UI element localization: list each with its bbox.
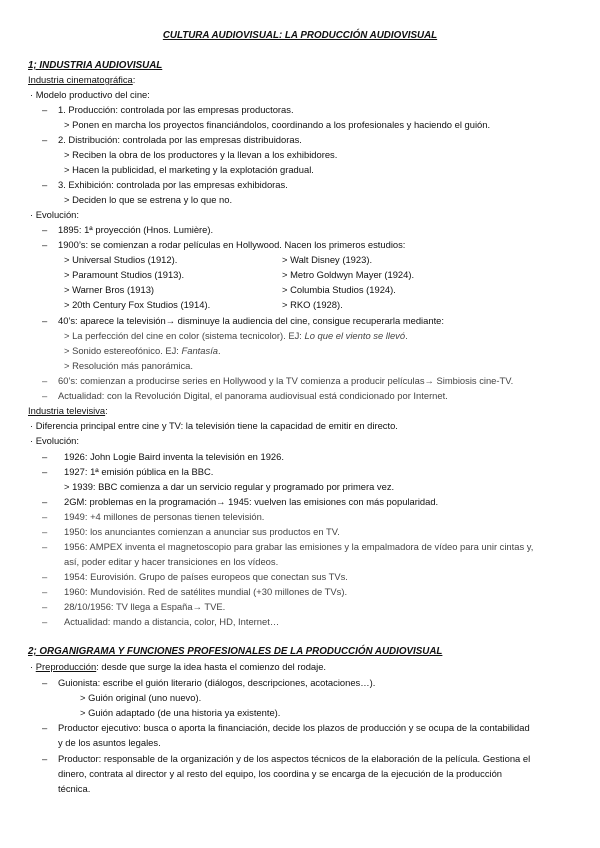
cine-evolucion-label: · Evolución: (30, 209, 79, 220)
tv-1956b: así, poder editar y hacer transiciones en los vídeos. (64, 556, 279, 567)
distribucion-item: 2. Distribución: controlada por las empresas distribuidoras. (58, 134, 302, 145)
productor-b: dinero, contrata al director y al resto del equipo, los coordina y se encarga de la ejecución de la producción (58, 768, 503, 779)
dash-bullet: – (42, 722, 48, 733)
tv-1949: 1949: +4 millones de personas tienen televisión. (64, 511, 265, 522)
section2-heading: 2; ORGANIGRAMA Y FUNCIONES PROFESIONALES DE LA PRODUCCIÓN AUDIOVISUAL (28, 646, 443, 657)
dash-bullet: – (42, 315, 48, 326)
studio-right: > Walt Disney (1923). (282, 254, 373, 265)
produccion-sub: > Ponen en marcha los proyectos financiándolos, coordinando a los profesionales y haciendo el guión. (64, 119, 491, 130)
produccion-item: 1. Producción: controlada por las empresas productoras. (58, 104, 294, 115)
evol-40s-sub2-post: . (218, 345, 221, 356)
document-title: CULTURA AUDIOVISUAL: LA PRODUCCIÓN AUDIOVISUAL (162, 30, 438, 41)
studio-left: > Warner Bros (1913) (64, 284, 155, 295)
tv-1956esp: 28/10/1956: TV llega a España→ TVE. (64, 601, 226, 612)
dash-bullet: – (42, 104, 48, 115)
dash-bullet: – (42, 677, 48, 688)
tv-1926: 1926: John Logie Baird inventa la televisión en 1926. (64, 451, 284, 462)
dash-bullet: – (42, 571, 48, 582)
dash-bullet: – (42, 511, 48, 522)
evol-1900: 1900’s: se comienzan a rodar películas en Hollywood. Nacen los primeros estudios: (58, 239, 406, 250)
preproduccion-text: : desde que surge la idea hasta el comienzo del rodaje. (96, 661, 327, 672)
evol-40s-sub2 (64, 345, 221, 357)
evol-40s-sub2-title: Fantasía (181, 345, 219, 356)
tv-1954: 1954: Eurovisión. Grupo de países europeos que conectan sus TVs. (64, 571, 348, 582)
dash-bullet: – (42, 466, 48, 477)
tv-1960: 1960: Mundovisión. Red de satélites mundial (+30 millones de TVs). (64, 586, 348, 597)
dash-bullet: – (42, 134, 48, 145)
evol-40s-sub2-pre: > Sonido estereofónico. EJ: (64, 345, 182, 356)
tv-diferencia: · Diferencia principal entre cine y TV: la televisión tiene la capacidad de emitir en directo. (30, 420, 398, 431)
studio-left: > Universal Studios (1912). (64, 254, 178, 265)
evol-40s-sub1 (64, 330, 408, 342)
section1-heading: 1; INDUSTRIA AUDIOVISUAL (28, 60, 163, 71)
dash-bullet: – (42, 616, 48, 627)
evol-40s-sub1-post: . (405, 330, 408, 341)
evol-40s-sub3: > Resolución más panorámica. (64, 360, 193, 371)
distribucion-sub2: > Hacen la publicidad, el marketing y la explotación gradual. (64, 164, 314, 175)
cine-subheading-text: Industria cinematográfica (28, 74, 133, 85)
dash-bullet: – (42, 239, 48, 250)
tv-subheading (28, 405, 108, 417)
studio-left: > Paramount Studios (1913). (64, 269, 185, 280)
guion-original: > Guión original (uno nuevo). (80, 692, 202, 703)
evol-60s: 60’s: comienzan a producirse series en Hollywood y la TV comienza a producir películas→ Simbiosis cine-TV. (58, 375, 514, 386)
tv-evolucion-label: · Evolución: (30, 435, 79, 446)
productor-ejecutivo-a: Productor ejecutivo: busca o aporta la financiación, decide los plazos de producción y se ocupa de la contabilidad (58, 722, 530, 733)
dash-bullet: – (42, 179, 48, 190)
tv-actualidad: Actualidad: mando a distancia, color, HD, Internet… (64, 616, 280, 627)
tv-subheading-colon: : (105, 405, 108, 416)
exhibicion-sub: > Deciden lo que se estrena y lo que no. (64, 194, 233, 205)
studio-right: > Metro Goldwyn Mayer (1924). (282, 269, 415, 280)
dash-bullet: – (42, 753, 48, 764)
studio-right: > RKO (1928). (282, 299, 343, 310)
cine-subheading (28, 74, 135, 86)
tv-1939: > 1939: BBC comienza a dar un servicio regular y programado por primera vez. (64, 481, 395, 492)
tv-1927: 1927: 1ª emisión pública en la BBC. (64, 466, 214, 477)
productor-c: técnica. (58, 783, 91, 794)
guion-adaptado: > Guión adaptado (de una historia ya existente). (80, 707, 281, 718)
evol-40s: 40’s: aparece la televisión→ disminuye la audiencia del cine, consigue recuperarla mediante: (58, 315, 444, 326)
exhibicion-item: 3. Exhibición: controlada por las empresas exhibidoras. (58, 179, 288, 190)
preproduccion-label: Preproducción (35, 661, 97, 672)
evol-1895: 1895: 1ª proyección (Hnos. Lumière). (58, 224, 214, 235)
dash-bullet: – (42, 224, 48, 235)
tv-1956a: 1956: AMPEX inventa el magnetoscopio para grabar las emisiones y la empalmadora de vídeo para unir cintas y, (64, 541, 534, 552)
distribucion-sub1: > Reciben la obra de los productores y la llevan a los exhibidores. (64, 149, 338, 160)
productor-a: Productor: responsable de la organización y de los aspectos técnicos de la elaboración de la película. Gestiona el (58, 753, 531, 764)
dash-bullet: – (42, 601, 48, 612)
evol-40s-sub1-pre: > La perfección del cine en color (sistema tecnicolor). EJ: (64, 330, 305, 341)
dash-bullet: – (42, 586, 48, 597)
dash-bullet: – (42, 526, 48, 537)
studio-right: > Columbia Studios (1924). (282, 284, 396, 295)
dash-bullet: – (42, 451, 48, 462)
dash-bullet: – (42, 496, 48, 507)
productor-ejecutivo-b: y de los asuntos legales. (58, 737, 161, 748)
guionista-item: Guionista: escribe el guión literario (diálogos, descripciones, acotaciones…). (58, 677, 376, 688)
evol-40s-sub1-title: Lo que el viento se llevó (304, 330, 406, 341)
dash-bullet: – (42, 375, 48, 386)
preproduccion-line: · Preproducción: desde que surge la idea hasta el comienzo del rodaje. (30, 661, 327, 672)
tv-subheading-text: Industria televisiva (28, 405, 106, 416)
tv-2gm: 2GM: problemas en la programación→ 1945: vuelven las emisiones con más popularidad. (64, 496, 439, 507)
cine-subheading-colon: : (132, 74, 136, 85)
dash-bullet: – (42, 390, 48, 401)
evol-actualidad: Actualidad: con la Revolución Digital, el panorama audiovisual está condicionado por Internet. (58, 390, 448, 401)
modelo-label: · Modelo productivo del cine: (30, 89, 150, 100)
tv-1950: 1950: los anunciantes comienzan a anunciar sus productos en TV. (64, 526, 340, 537)
dash-bullet: – (42, 541, 48, 552)
studio-left: > 20th Century Fox Studios (1914). (64, 299, 211, 310)
